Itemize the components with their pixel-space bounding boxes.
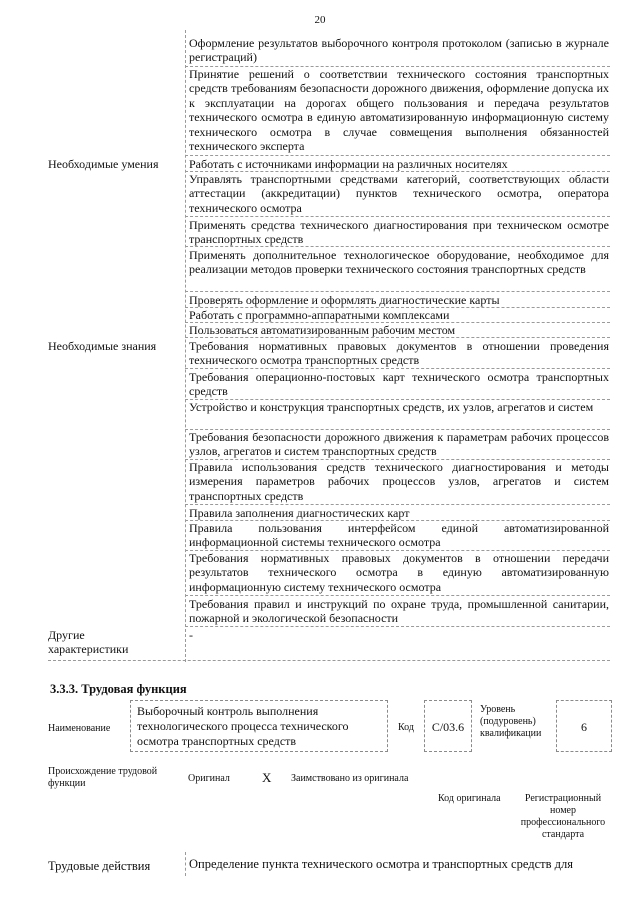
origin-label: Происхождение трудовой функции bbox=[48, 766, 158, 789]
table-cell: Проверять оформление и оформлять диагностические карты bbox=[189, 293, 500, 307]
name-value: Выборочный контроль выполнения технологического процесса технического осмотра транспортных средств bbox=[137, 704, 349, 748]
row-divider bbox=[185, 504, 610, 505]
page-number: 20 bbox=[314, 14, 326, 26]
table-cell: Требования правил и инструкций по охране труда, промышленной санитарии, пожарной и экологической безопасности bbox=[189, 597, 609, 626]
table-cell: Управлять транспортными средствами категорий, соответствующих области аттестации (аккредитации) пунктов технического осмотра, оператора технического осмотра bbox=[189, 172, 609, 215]
table-cell: Требования нормативных правовых документов в отношении проведения технического осмотра транспортных средств bbox=[189, 339, 609, 368]
code-original-label: Код оригинала bbox=[438, 793, 501, 804]
table-cell: Требования безопасности дорожного движения к параметрам рабочих процессов узлов, агрегатов и систем транспортных средств bbox=[189, 430, 609, 459]
table-cell: Работать с источниками информации на различных носителях bbox=[189, 157, 508, 171]
other-label: Другие характеристики bbox=[48, 628, 129, 656]
origin-mark: X bbox=[262, 770, 272, 785]
actions-label: Трудовые действия bbox=[48, 859, 151, 873]
table-cell: Работать с программно-аппаратными комплексами bbox=[189, 308, 450, 322]
column-divider bbox=[185, 852, 186, 876]
table-cell: Пользоваться автоматизированным рабочим местом bbox=[189, 323, 456, 337]
origin-borrowed: Заимствовано из оригинала bbox=[291, 773, 409, 784]
code-label: Код bbox=[398, 722, 414, 733]
other-value: - bbox=[189, 628, 193, 642]
table-cell: Принятие решений о соответствии технического состояния транспортных средств требованиям безопасности дорожного движения, оформление допуска их к эксплуатации на дорогах общего пользования и передача результатов технического осмотра в единую автоматизированную информационную систему технического осмотра в случае совмещения выполнения обязанностей технического эксперта bbox=[189, 67, 609, 154]
table-cell: Правила использования средств технического диагностирования и методы измерения параметров рабочих процессов узлов, агрегатов и систем транспортных средств bbox=[189, 460, 609, 503]
row-divider bbox=[185, 216, 610, 217]
table-cell: Оформление результатов выборочного контроля протоколом (записью в журнале регистраций) bbox=[189, 36, 609, 65]
table-cell: Требования операционно-постовых карт технического осмотра транспортных средств bbox=[189, 370, 609, 399]
knowledge-label: Необходимые знания bbox=[48, 339, 157, 353]
level-label: Уровень (подуровень) квалификации bbox=[480, 704, 542, 739]
row-divider bbox=[185, 291, 610, 292]
skills-label: Необходимые умения bbox=[48, 157, 159, 171]
table-cell: Устройство и конструкция транспортных средств, их узлов, агрегатов и систем bbox=[189, 400, 594, 414]
row-divider bbox=[185, 595, 610, 596]
level-value: 6 bbox=[581, 720, 587, 734]
column-divider bbox=[185, 30, 186, 662]
origin-original: Оригинал bbox=[188, 773, 230, 784]
row-divider bbox=[185, 155, 610, 156]
table-cell: Требования нормативных правовых документов в отношении передачи результатов технического осмотра в единую автоматизированную информационную систему технического осмотра bbox=[189, 551, 609, 594]
section-title: 3.3.3. Трудовая функция bbox=[50, 682, 187, 696]
name-label: Наименование bbox=[48, 723, 111, 734]
name-value-box bbox=[130, 700, 388, 752]
table-cell: Правила пользования интерфейсом единой автоматизированной информационной системы технического осмотра bbox=[189, 521, 609, 550]
table-cell: Применять дополнительное технологическое оборудование, необходимое для реализации методов проверки технического состояния транспортных средств bbox=[189, 248, 609, 277]
row-divider bbox=[185, 337, 610, 338]
row-divider bbox=[185, 626, 610, 627]
reg-number-label: Регистрационный номер профессионального стандарта bbox=[520, 793, 606, 840]
table-cell: Правила заполнения диагностических карт bbox=[189, 506, 410, 520]
code-box bbox=[424, 700, 472, 752]
row-divider bbox=[185, 246, 610, 247]
level-box bbox=[556, 700, 612, 752]
row-divider bbox=[185, 368, 610, 369]
code-value: C/03.6 bbox=[431, 720, 465, 734]
table-cell: Определение пункта технического осмотра и транспортных средств для bbox=[189, 857, 573, 871]
row-divider bbox=[48, 660, 610, 661]
table-cell: Применять средства технического диагностирования при техническом осмотре транспортных средств bbox=[189, 218, 609, 247]
